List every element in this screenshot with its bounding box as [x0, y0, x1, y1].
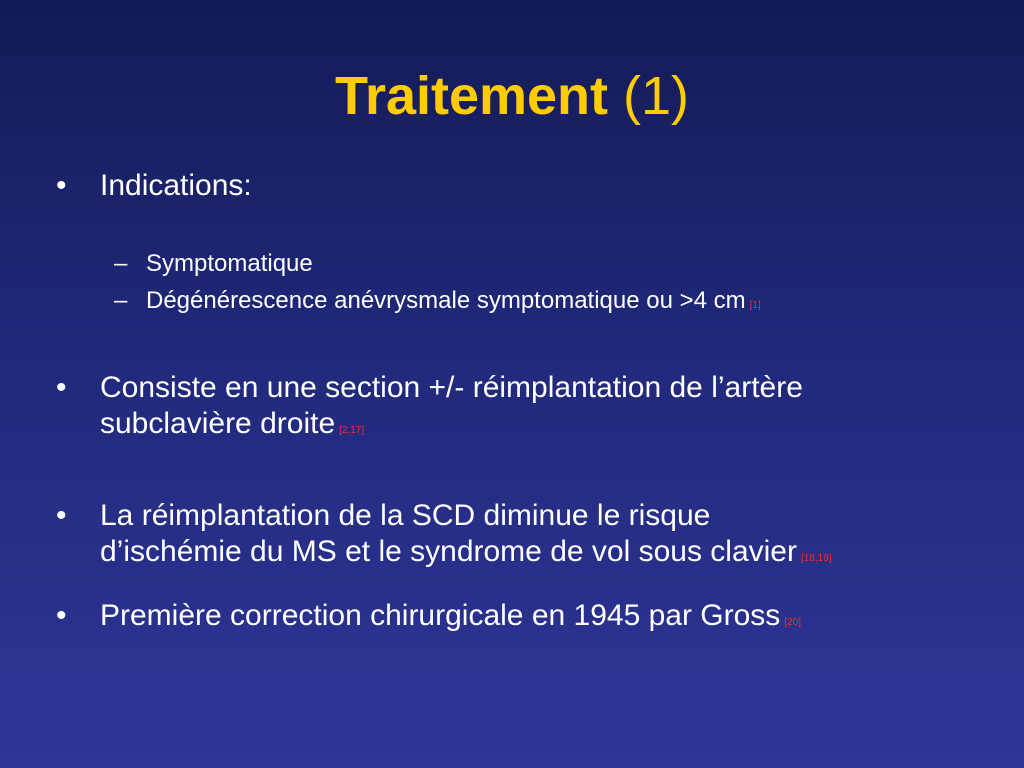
sub-text-wrapper: [146, 286, 761, 316]
bullet-text: [100, 498, 990, 570]
bullet-text-line1: Première correction chirurgicale en 1945 par Gross: [100, 599, 781, 632]
title-number: (1): [623, 66, 690, 126]
bullet-text-line1: Consiste en une section +/- réimplantation de l’artère: [100, 371, 803, 404]
bullet-text-line2: subclavière droite: [100, 407, 336, 440]
title-main: Traitement: [334, 66, 609, 126]
sub-marker: –: [114, 250, 128, 277]
reference-link[interactable]: [2,17]: [339, 425, 365, 436]
sub-text: Symptomatique: [146, 250, 313, 277]
bullet-marker: •: [56, 499, 67, 532]
slide-title: [0, 62, 1024, 130]
bullet-marker: •: [56, 371, 67, 404]
reference-link[interactable]: [20]: [784, 617, 801, 628]
bullet-marker: •: [56, 169, 67, 202]
sub-marker: –: [114, 287, 128, 314]
bullet-text-line1: La réimplantation de la SCD diminue le risque: [100, 499, 711, 532]
bullet-text: Indications:: [100, 169, 252, 202]
reference-link[interactable]: [18,19]: [800, 553, 832, 564]
bullet-text: [100, 598, 990, 634]
reference-link[interactable]: [1]: [749, 300, 761, 311]
sub-text: Dégénérescence anévrysmale symptomatique ou >4 cm: [146, 287, 746, 314]
bullet-text-line2: d’ischémie du MS et le syndrome de vol sous clavier: [100, 535, 797, 568]
bullet-text: [100, 370, 990, 442]
bullet-marker: •: [56, 599, 67, 632]
